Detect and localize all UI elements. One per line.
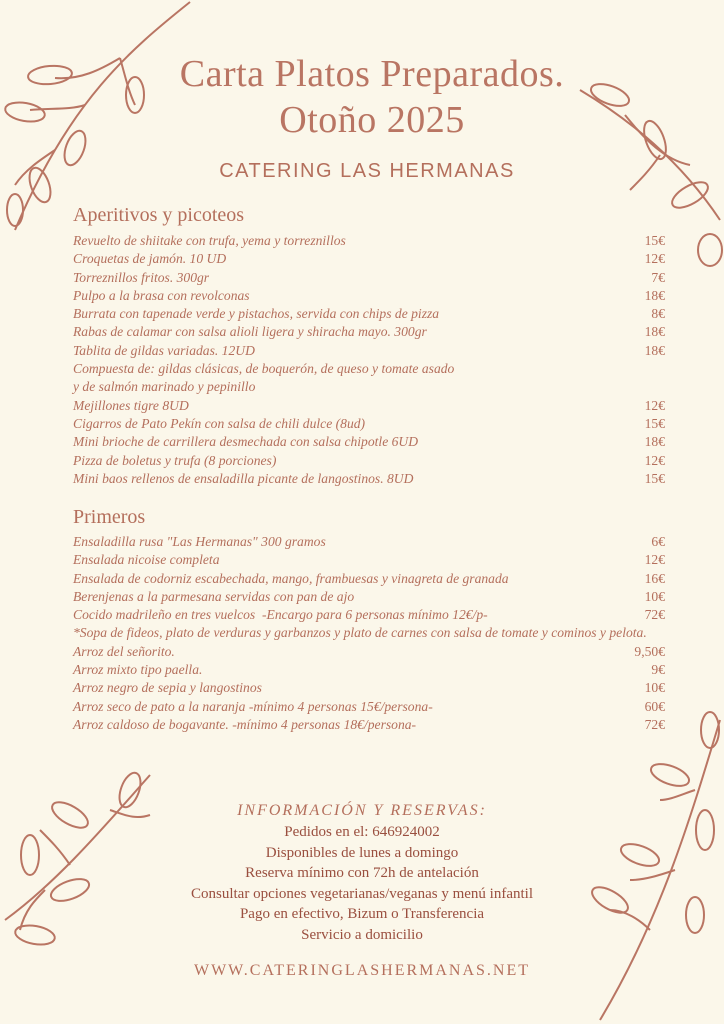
menu-item-price: 10€ bbox=[644, 680, 665, 696]
menu-item-price: 12€ bbox=[644, 397, 665, 413]
menu-item-name: Berenjenas a la parmesana servidas con pan de ajo bbox=[73, 588, 355, 604]
menu-item bbox=[73, 360, 665, 397]
menu-item bbox=[73, 470, 665, 488]
menu-item-price: 18€ bbox=[644, 342, 665, 358]
info-line-phone: Pedidos en el: 646924002 bbox=[284, 824, 440, 840]
menu-item bbox=[73, 643, 665, 661]
menu-item-name: Ensalada nicoise completa bbox=[73, 552, 220, 568]
menu-item-name: Burrata con tapenade verde y pistachos, servida con chips de pizza bbox=[73, 306, 440, 322]
menu-title-line2: Otoño 2025 bbox=[279, 99, 465, 141]
menu-item-price: 9,50€ bbox=[634, 643, 665, 659]
menu-item bbox=[73, 250, 665, 268]
menu-item-name: Cigarros de Pato Pekín con salsa de chili dulce (8ud) bbox=[73, 415, 366, 431]
menu-item bbox=[73, 433, 665, 451]
menu-item-name: Compuesta de: gildas clásicas, de boquerón, de queso y tomate asado y de salmón marinado y pepinillo bbox=[73, 361, 455, 395]
menu-item-name: Arroz seco de pato a la naranja -mínimo 4 personas 15€/persona- bbox=[73, 698, 433, 714]
menu-item bbox=[73, 287, 665, 305]
menu-item bbox=[73, 679, 665, 697]
menu-item-price: 16€ bbox=[644, 570, 665, 586]
menu-item-price: 18€ bbox=[644, 287, 665, 303]
menu-item bbox=[73, 698, 665, 716]
menu-item-name: Mejillones tigre 8UD bbox=[73, 397, 189, 413]
menu-item-price: 15€ bbox=[644, 233, 665, 248]
menu-item-price: 15€ bbox=[644, 415, 665, 431]
info-block bbox=[0, 800, 724, 945]
menu-item bbox=[73, 305, 665, 323]
menu-item-name: Rabas de calamar con salsa alioli ligera y shiracha mayo. 300gr bbox=[73, 324, 427, 340]
menu-item-price: 18€ bbox=[644, 434, 665, 450]
menu-item-name: Mini brioche de carrillera desmechada con salsa chipotle 6UD bbox=[73, 434, 419, 450]
menu-item-price: 9€ bbox=[651, 662, 665, 678]
aperitivos-list bbox=[73, 232, 665, 488]
menu-item-price: 72€ bbox=[644, 716, 665, 732]
menu-item bbox=[73, 323, 665, 341]
info-line-payment: Pago en efectivo, Bizum o Transferencia bbox=[239, 906, 485, 922]
menu-item-price: 12€ bbox=[644, 552, 665, 568]
menu-item-name: Arroz mixto tipo paella. bbox=[73, 662, 203, 678]
menu-item-price: 18€ bbox=[644, 324, 665, 340]
info-line-delivery: Servicio a domicilio bbox=[301, 926, 423, 943]
menu-item-price: 6€ bbox=[651, 534, 665, 549]
menu-item-price: 60€ bbox=[644, 698, 665, 714]
menu-item bbox=[73, 588, 665, 606]
menu-item bbox=[73, 606, 665, 624]
menu-item bbox=[73, 716, 665, 734]
website-link[interactable]: WWW.CATERINGLASHERMANAS.NET bbox=[193, 962, 531, 979]
menu-item-name: Arroz negro de sepia y langostinos bbox=[73, 680, 262, 696]
menu-item-price: 12€ bbox=[644, 452, 665, 468]
info-line-availability: Disponibles de lunes a domingo bbox=[265, 844, 459, 861]
menu-item-name: Torreznillos fritos. 300gr bbox=[73, 269, 210, 285]
menu-item-price: 7€ bbox=[651, 269, 665, 285]
menu-item-name: Ensalada de codorniz escabechada, mango, frambuesas y vinagreta de granada bbox=[73, 570, 509, 586]
menu-item-name: Arroz del señorito. bbox=[73, 643, 175, 659]
menu-item bbox=[73, 232, 665, 250]
menu-item-name: Ensaladilla rusa "Las Hermanas" 300 gramos bbox=[73, 534, 326, 549]
menu-item-price: 10€ bbox=[644, 588, 665, 604]
menu-item-name: Revuelto de shiitake con trufa, yema y torreznillos bbox=[73, 233, 346, 248]
menu-item-name: Pizza de boletus y trufa (8 porciones) bbox=[73, 452, 277, 468]
menu-item-name: Tablita de gildas variadas. 12UD bbox=[73, 342, 255, 358]
menu-item bbox=[73, 397, 665, 415]
menu-item bbox=[73, 342, 665, 360]
menu-item bbox=[73, 533, 665, 551]
info-heading: INFORMACIÓN Y RESERVAS: bbox=[237, 802, 487, 819]
menu-item-name: Pulpo a la brasa con revolconas bbox=[73, 287, 250, 303]
menu-item bbox=[73, 415, 665, 433]
menu-title-line1: Carta Platos Preparados. bbox=[179, 53, 565, 95]
menu-item bbox=[73, 452, 665, 470]
menu-item bbox=[73, 551, 665, 569]
info-line-options: Consultar opciones vegetarianas/veganas y menú infantil bbox=[191, 885, 533, 902]
menu-item bbox=[73, 570, 665, 588]
menu-item bbox=[73, 661, 665, 679]
section-title-aperitivos: Aperitivos y picoteos bbox=[73, 204, 245, 226]
menu-item-name: Arroz caldoso de bogavante. -mínimo 4 personas 18€/persona- bbox=[73, 716, 417, 732]
menu-item-note: *Sopa de fideos, plato de verduras y garbanzos y plato de carnes con salsa de tomate y cominos y pelota. bbox=[73, 625, 647, 641]
menu-item-name: Mini baos rellenos de ensaladilla picante de langostinos. 8UD bbox=[73, 470, 414, 486]
menu-item bbox=[73, 269, 665, 287]
menu-item-name: Croquetas de jamón. 10 UD bbox=[73, 251, 227, 267]
menu-item-name: Cocido madrileño en tres vuelcos -Encargo para 6 personas mínimo 12€/p- bbox=[73, 607, 488, 623]
menu-item-price: 12€ bbox=[644, 251, 665, 267]
menu-item-price: 8€ bbox=[651, 306, 665, 322]
primeros-list bbox=[73, 533, 665, 734]
section-title-primeros: Primeros bbox=[73, 506, 146, 528]
menu-item-price: 15€ bbox=[644, 470, 665, 486]
info-line-booking: Reserva mínimo con 72h de antelación bbox=[245, 865, 479, 881]
catering-name: CATERING LAS HERMANAS bbox=[219, 160, 515, 182]
menu-item-price: 72€ bbox=[644, 607, 665, 623]
